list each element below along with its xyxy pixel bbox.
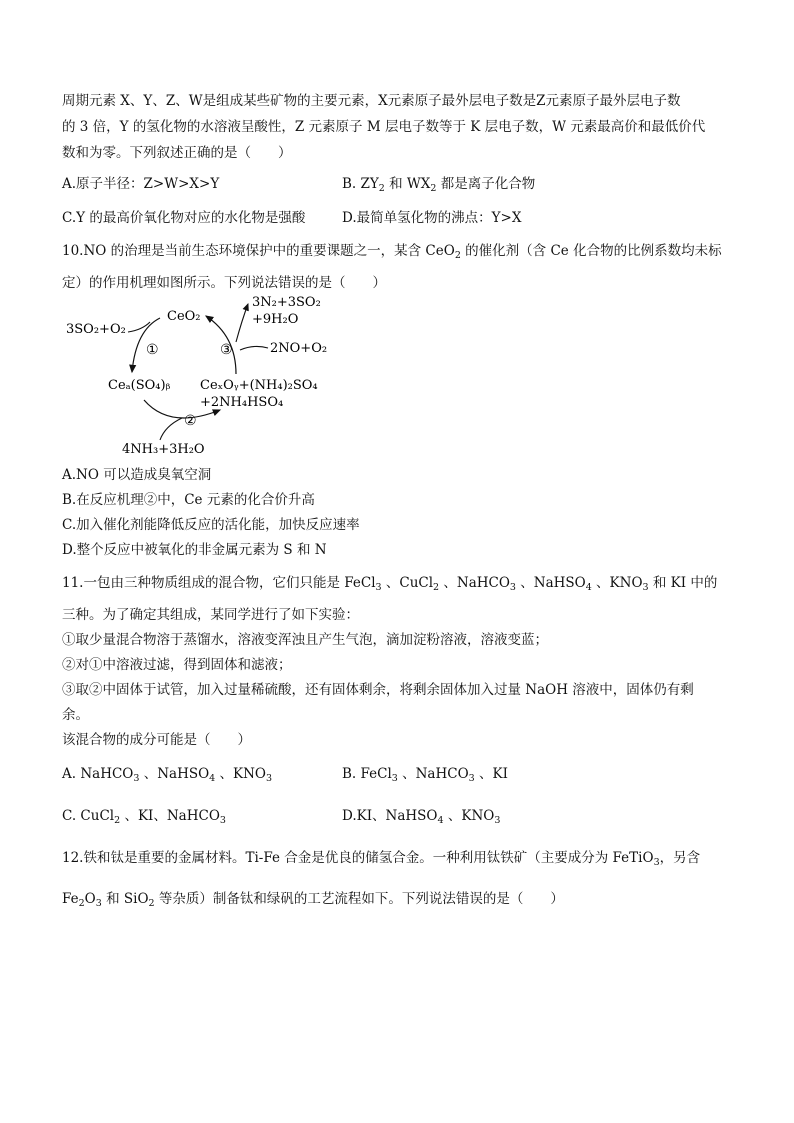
step1-label: ① bbox=[146, 342, 159, 358]
q12-stem-line1: 12.铁和钛是重要的金属材料。Ti-Fe 合金是优良的储氢合金。一种利用钛铁矿（主要成分为 FeTiO$_3$，另含 bbox=[62, 850, 701, 868]
q10-stem-line1: 10.NO 的治理是当前生态环境保护中的重要课题之一，某含 CeO$_2$ 的催化剂（含 Ce 化合物的比例系数均未标 bbox=[62, 243, 722, 261]
step3-label: ③ bbox=[220, 342, 233, 358]
q12-stem-line2: $Fe_2O_3$ 和 SiO$_2$ 等杂质）制备钛和绿矾的工艺流程如下。下列说法错误的是（ ） bbox=[62, 891, 564, 909]
q11-step3: ③取②中固体于试管，加入过量稀硫酸，还有固体剩余，将剩余固体加入过量 NaOH 溶液中，固体仍有剩 bbox=[62, 682, 694, 698]
ceo2-label: CeO₂ bbox=[167, 309, 201, 324]
q9-option-b: B. $ZY_2$ 和 $WX_2$ 都是离子化合物 bbox=[342, 176, 536, 194]
q10-option-b: B.在反应机理②中，Ce 元素的化合价升高 bbox=[62, 492, 315, 508]
q10-option-c: C.加入催化剂能降低反应的活化能，加快反应速率 bbox=[62, 517, 360, 533]
n2-so2-products-line1: 3N₂+3SO₂ bbox=[252, 295, 321, 310]
q11-step1: ①取少量混合物溶于蒸馏水，溶液变浑浊且产生气泡，滴加淀粉溶液，溶液变蓝； bbox=[62, 632, 548, 648]
q10-option-a: A.NO 可以造成臭氧空洞 bbox=[62, 467, 212, 483]
q11-step2: ②对①中溶液过滤，得到固体和滤液； bbox=[62, 657, 292, 673]
nh3-h2o-reactant: 4NH₃+3H₂O bbox=[122, 442, 205, 457]
ce-oxide-products-line2: +2NH₄HSO₄ bbox=[200, 395, 284, 410]
q9-stem-line2: 的 3 倍，Y 的氢化物的水溶液呈酸性，Z 元素原子 M 层电子数等于 K 层电子数，W 元素最高价和最低价代 bbox=[62, 119, 706, 135]
q11-option-c: C. CuCl$_2$ 、KI、NaHCO$_3$ bbox=[62, 808, 226, 826]
q10-option-d: D.整个反应中被氧化的非金属元素为 S 和 N bbox=[62, 542, 327, 558]
q11-question: 该混合物的成分可能是（ ） bbox=[62, 732, 251, 748]
catalytic-mechanism-diagram bbox=[60, 292, 360, 462]
q11-option-b: B. FeCl$_3$ 、NaHCO$_3$ 、KI bbox=[342, 766, 508, 784]
no-o2-reactant: 2NO+O₂ bbox=[270, 341, 328, 356]
q11-option-a: A. NaHCO$_3$ 、NaHSO$_4$ 、$KNO_3$ bbox=[62, 766, 273, 784]
q9-stem-line3: 数和为零。下列叙述正确的是（ ） bbox=[62, 145, 292, 161]
q9-option-c: C.Y 的最高价氧化物对应的水化物是强酸 bbox=[62, 210, 306, 226]
ce-sulfate-label: Ceₐ(SO₄)ᵦ bbox=[108, 378, 171, 393]
so2-o2-reactant: 3SO₂+O₂ bbox=[66, 322, 126, 337]
q10-stem-line2: 定）的作用机理如图所示。下列说法错误的是（ ） bbox=[62, 275, 386, 291]
n2-so2-products-line2: +9H₂O bbox=[252, 312, 299, 327]
q9-option-a: A.原子半径：Z>W>X>Y bbox=[62, 176, 220, 192]
q11-step3-cont: 余。 bbox=[62, 707, 89, 723]
q11-option-d: D.KI、NaHSO$_4$ 、$KNO_3$ bbox=[342, 808, 501, 826]
q9-stem-line1: 周期元素 X、Y、Z、W是组成某些矿物的主要元素，X元素原子最外层电子数是Z元素原子最外层电子数 bbox=[62, 93, 681, 109]
q11-stem-line1: 11.一包由三种物质组成的混合物，它们只能是 FeCl$_3$ 、CuCl$_2$ 、NaHCO$_3$ 、NaHSO$_4$ 、$KNO_3$ 和 KI 中的 bbox=[62, 575, 718, 593]
ce-oxide-products-line1: CeₓOᵧ+(NH₄)₂SO₄ bbox=[200, 378, 318, 393]
q11-stem-line2: 三种。为了确定其组成，某同学进行了如下实验： bbox=[62, 607, 359, 623]
step2-label: ② bbox=[184, 413, 197, 429]
q9-option-d: D.最简单氢化物的沸点：Y>X bbox=[342, 210, 522, 226]
